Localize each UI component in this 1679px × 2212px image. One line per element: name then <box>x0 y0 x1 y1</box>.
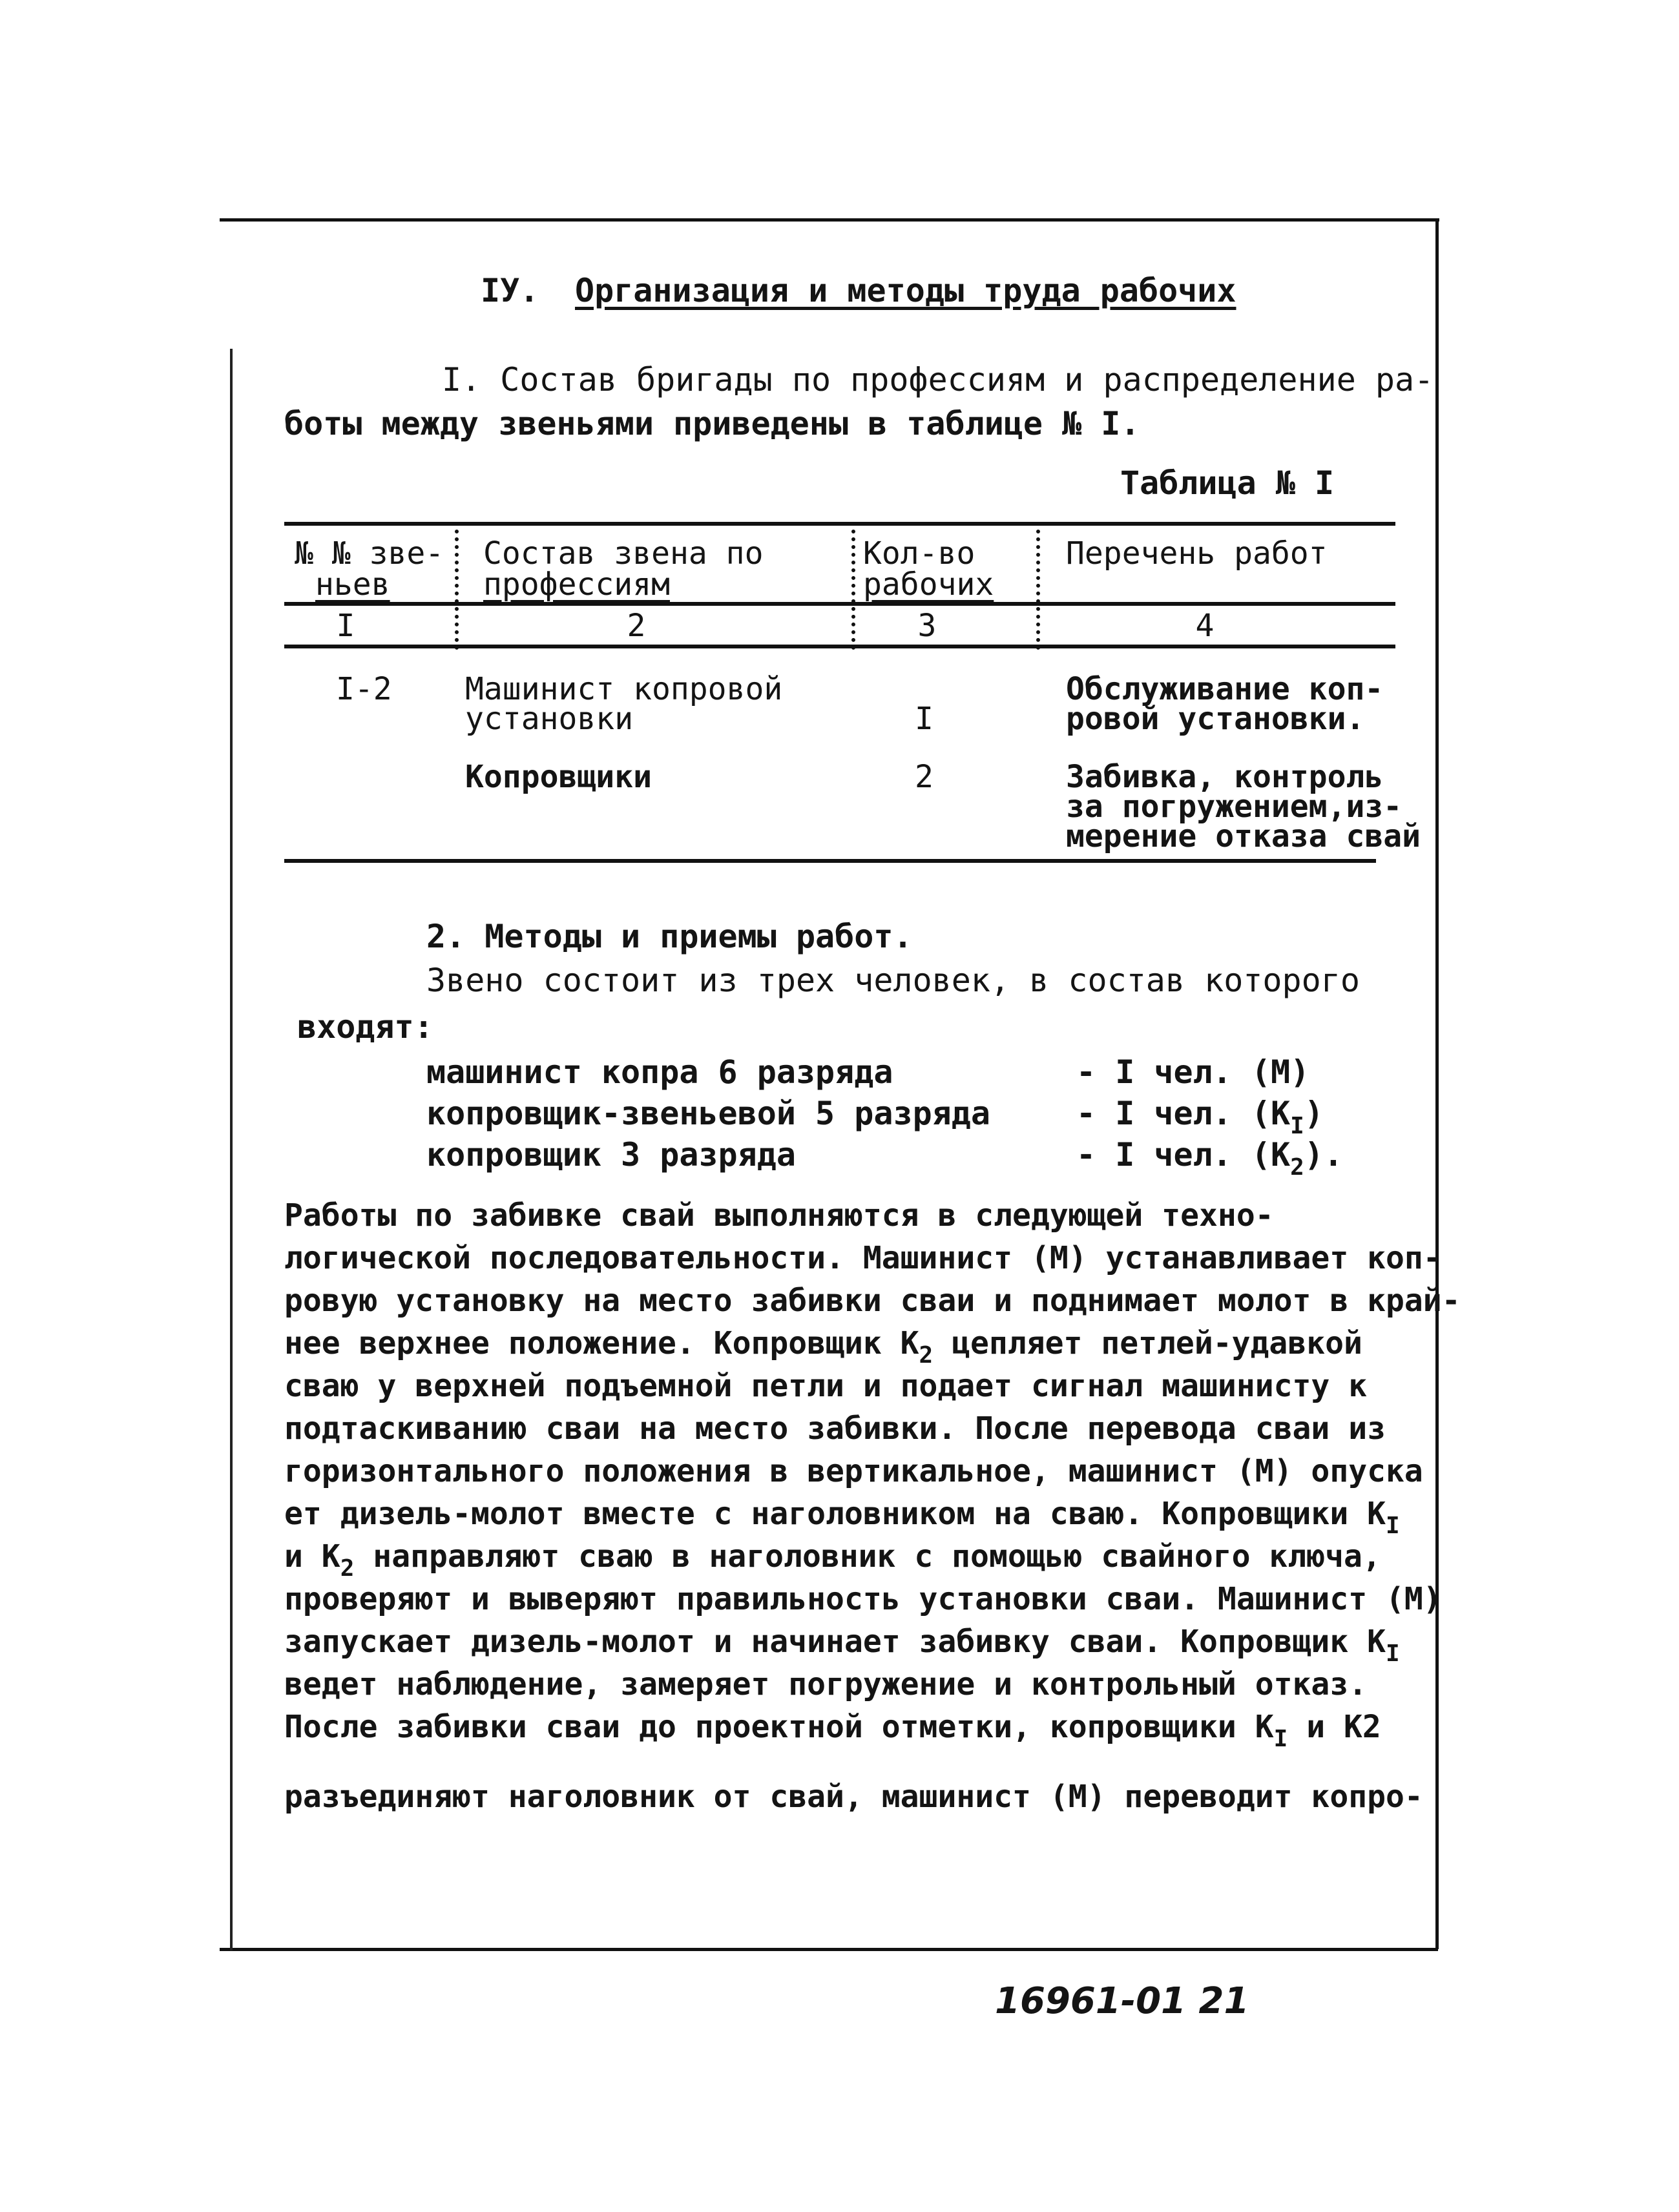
header-col1-line2: ньев <box>315 566 390 603</box>
worker-2-name: копровщик-звеньевой 5 разряда <box>426 1095 990 1132</box>
body-line: проверяют и выверяют правильность установки сваи. Машинист (М) <box>284 1581 1442 1617</box>
body-line: ровую установку на место забивки сваи и поднимает молот в край- <box>284 1283 1461 1319</box>
worker-1-count: - I чел. (М) <box>1076 1053 1310 1091</box>
body-line: разъединяют наголовник от свай, машинист (М) переводит копро- <box>284 1779 1423 1815</box>
row2-works-line2: за погружением,из- <box>1066 789 1403 825</box>
row1-works-line2: ровой установки. <box>1066 701 1365 737</box>
header-col3-line1: Кол-во <box>863 535 975 572</box>
worker-2-count: - I чел. $(К_I)$ <box>1076 1095 1324 1139</box>
numbers-rule <box>284 645 1395 648</box>
col-number-2: 2 <box>627 608 646 644</box>
row1-profession-line1: Машинист копровой <box>465 671 783 707</box>
header-rule <box>284 602 1395 606</box>
body-line: ет дизель-молот вместе с наголовником на сваю. Копровщики $К_I$ <box>284 1496 1400 1539</box>
page-frame-left <box>230 349 233 1950</box>
body-line: подтаскиванию сваи на место забивки. После перевода сваи из <box>284 1411 1386 1447</box>
page-frame-right <box>1435 218 1439 1949</box>
header-col3-line2: рабочих <box>863 566 994 603</box>
page-frame-bottom <box>220 1948 1438 1951</box>
row2-count: 2 <box>915 759 933 795</box>
methods-heading: 2. Методы и приемы работ. <box>426 918 913 955</box>
body-line: Работы по забивке свай выполняются в следующей техно- <box>284 1197 1274 1234</box>
body-line: запускает дизель-молот и начинает забивку сваи. Копровщик $К_I$ <box>284 1624 1400 1667</box>
header-col2-line1: Состав звена по <box>483 535 764 572</box>
section-title: Организация и методы труда рабочих <box>575 272 1236 309</box>
body-line: горизонтального положения в вертикальное, машинист (М) опуска <box>284 1453 1423 1489</box>
header-col4-line1: Перечень работ <box>1066 535 1328 572</box>
row2-works-line3: мерение отказа свай <box>1066 818 1421 854</box>
column-separator-1 <box>455 530 459 650</box>
body-line: и $К_2$ направляют сваю в наголовник с помощью свайного ключа, <box>284 1538 1381 1582</box>
row1-link: I-2 <box>336 671 392 707</box>
section-number: IУ. <box>481 272 539 309</box>
column-separator-2 <box>851 530 855 650</box>
body-line: логической последовательности. Машинист (М) устанавливает коп- <box>284 1240 1442 1276</box>
handwritten-document-number: 16961-01 21 <box>995 1980 1249 2022</box>
methods-intro-line2: входят: <box>297 1008 433 1046</box>
row1-works-line1: Обслуживание коп- <box>1066 671 1384 707</box>
body-line: После забивки сваи до проектной отметки, копровщики $К_I$ и К2 <box>284 1709 1381 1752</box>
row1-profession-line2: установки <box>465 701 634 737</box>
body-line: ведет наблюдение, замеряет погружение и контрольный отказ. <box>284 1666 1368 1702</box>
column-separator-3 <box>1036 530 1040 650</box>
header-col1-line1: № № зве- <box>295 535 444 572</box>
para1-line1: I. Состав бригады по профессиям и распределение ра- <box>442 361 1434 398</box>
col-number-4: 4 <box>1195 608 1215 644</box>
methods-intro-line1: Звено состоит из трех человек, в состав которого <box>426 962 1360 999</box>
row2-works-line1: Забивка, контроль <box>1066 759 1384 795</box>
worker-1-name: машинист копра 6 разряда <box>426 1053 893 1091</box>
table-bottom-rule <box>284 859 1376 863</box>
col-number-3: 3 <box>917 608 937 644</box>
body-line: сваю у верхней подъемной петли и подает сигнал машинисту к <box>284 1368 1368 1404</box>
worker-3-count: - I чел. $(К_2)$. <box>1076 1136 1344 1181</box>
table-top-rule <box>284 522 1395 526</box>
table-caption: Таблица № I <box>1120 464 1335 502</box>
worker-3-name: копровщик 3 разряда <box>426 1136 796 1173</box>
page-frame-top <box>220 218 1439 222</box>
para1-line2: боты между звеньями приведены в таблице № I. <box>284 405 1140 442</box>
row1-count: I <box>915 701 933 737</box>
body-line: нее верхнее положение. Копровщик $К_2$ цепляет петлей-удавкой <box>284 1325 1362 1369</box>
col-number-1: I <box>336 608 355 644</box>
row2-profession: Копровщики <box>465 759 652 795</box>
header-col2-line2: профессиям <box>483 566 670 603</box>
